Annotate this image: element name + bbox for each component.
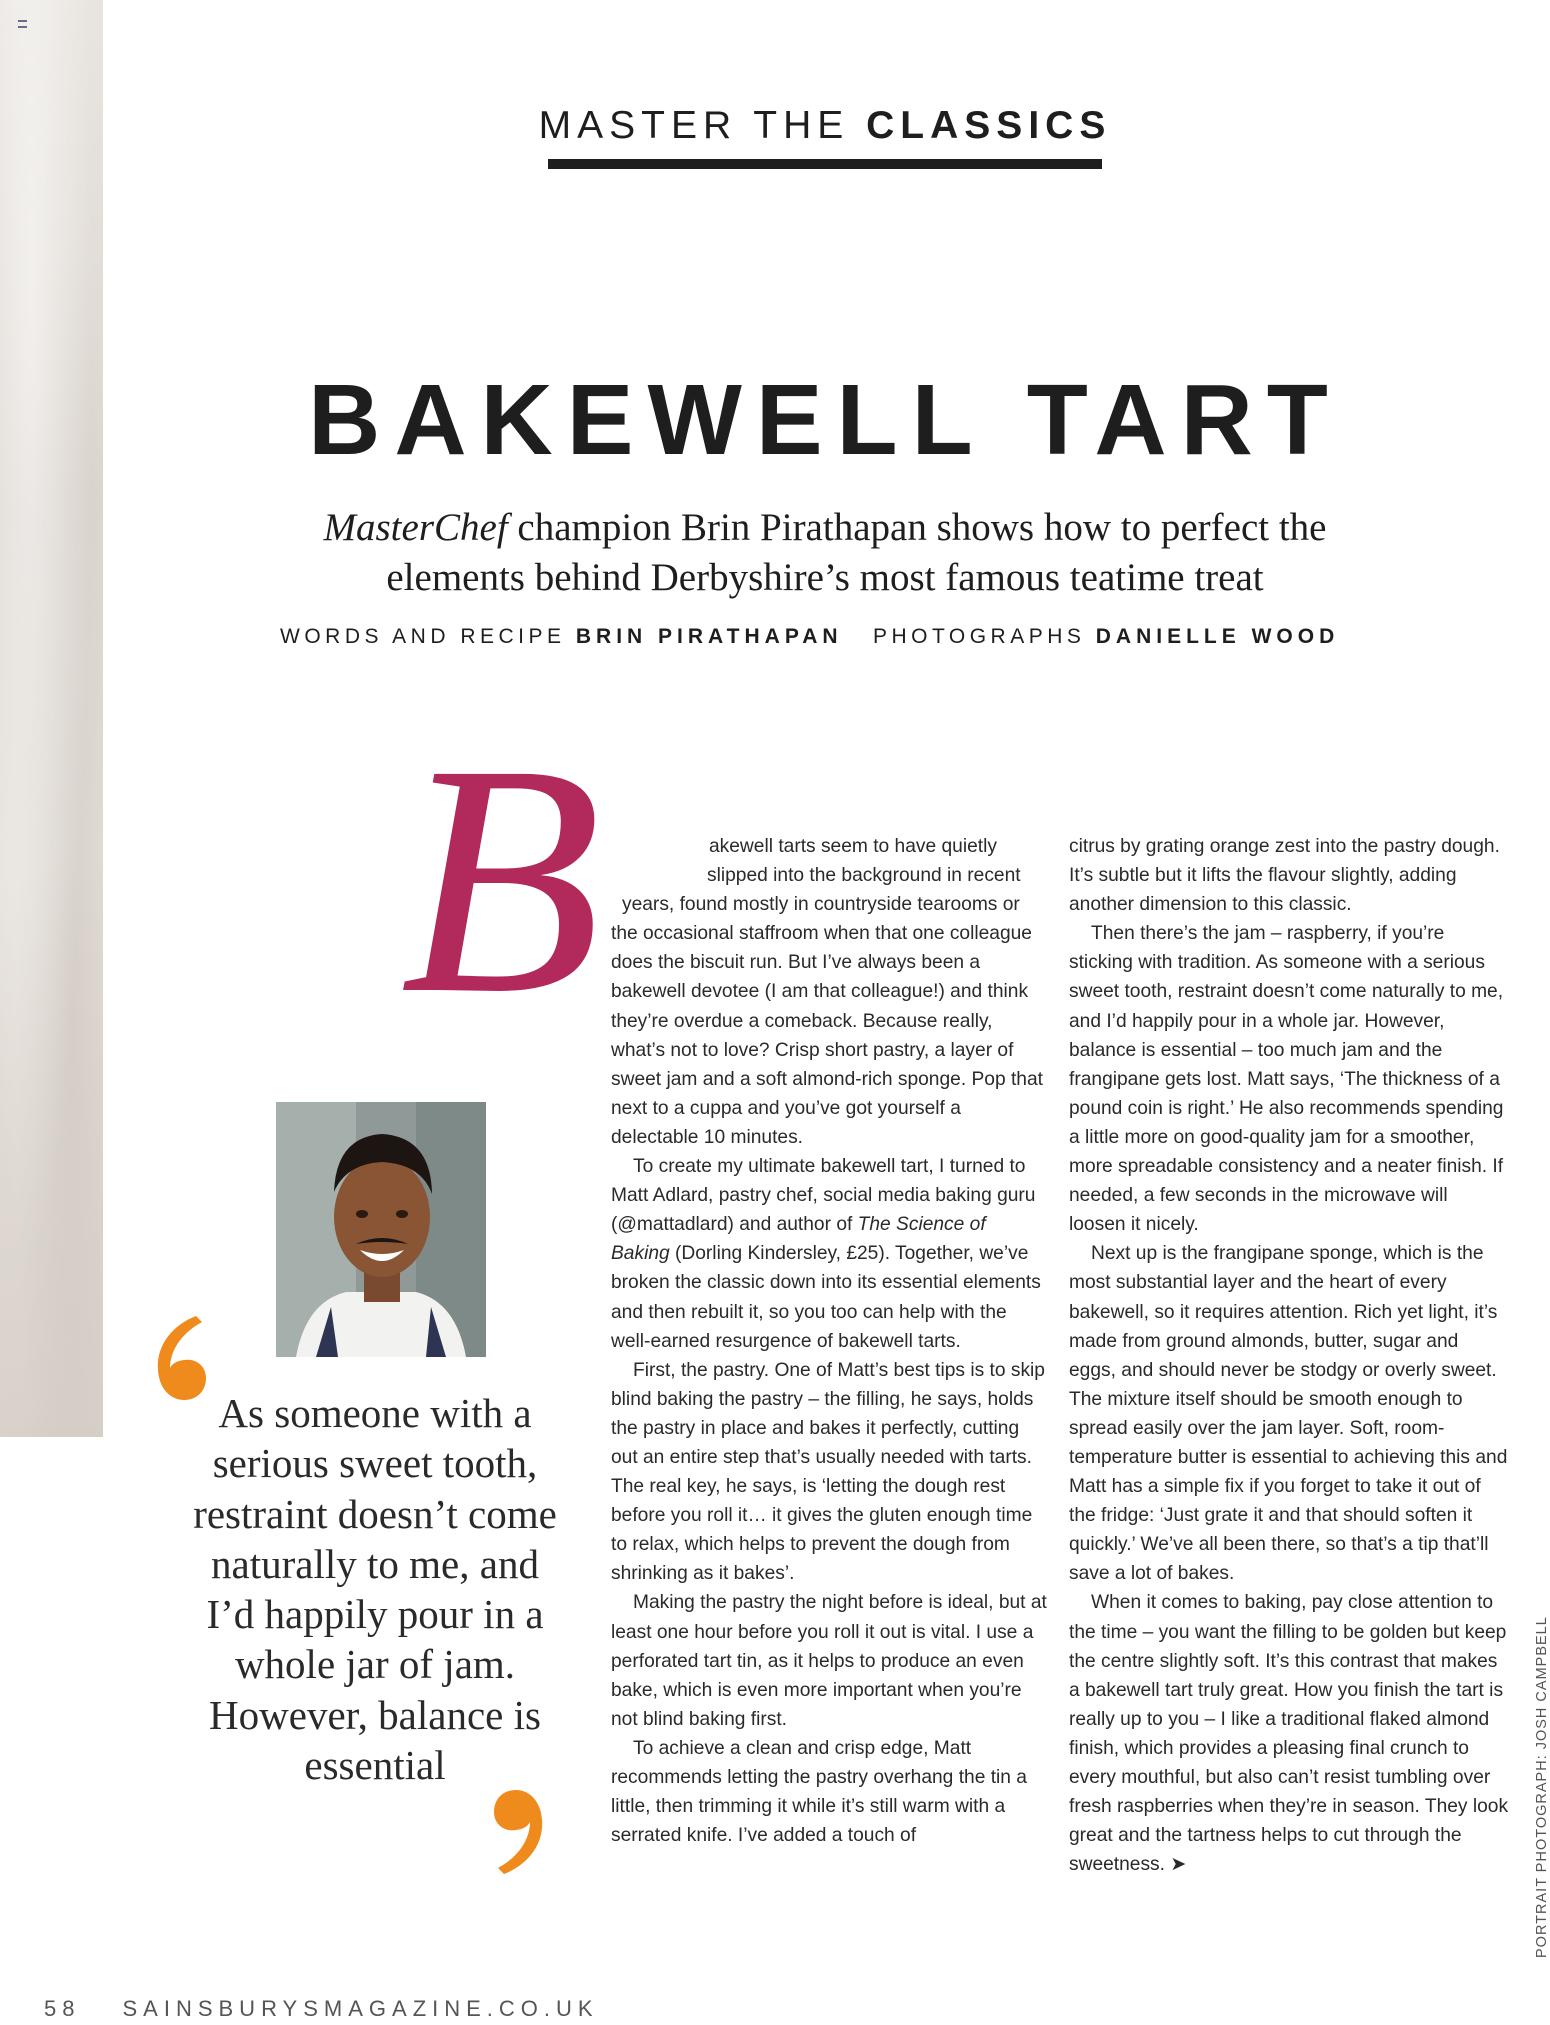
author-portrait bbox=[276, 1102, 486, 1357]
standfirst-line-2: elements behind Derbyshire’s most famous teatime treat bbox=[386, 556, 1264, 599]
section-heading-rule bbox=[548, 159, 1102, 169]
column2-paragraph-2: Then there’s the jam – raspberry, if you’re sticking with tradition. As someone with a serious sweet tooth, restraint doesn’t come naturally to me, and I’d happily pour in a whole jar. However, balance is essential – too much jam and the frangipane gets lost. Matt says, ‘The thickness of a pound coin is right.’ He also recommends spending a little more on good-quality jam for a smoother, more spreadable consistency and a neater finish. If needed, a few seconds in the microwave will loosen it nicely. bbox=[1069, 923, 1504, 1236]
quote-close-icon bbox=[488, 1778, 550, 1878]
section-heading bbox=[0, 104, 1550, 148]
article-standfirst bbox=[0, 503, 1550, 603]
column1-paragraph-1: akewell tarts seem to have quietly slipped into the background in recent years, found mostly in countryside tearooms or the occasional staffroom when that one colleague does the biscuit run. But I’ve always been a bakewell devotee (I am that colleague!) and think they’re overdue a comeback. Because really, what’s not to love? Crisp short pastry, a layer of sweet jam and a soft almond-rich sponge. Pop that next to a cuppa and you’ve got yourself a delectable 10 minutes. bbox=[611, 836, 1043, 1148]
byline-photos-label: PHOTOGRAPHS bbox=[872, 625, 1086, 648]
menu-icon bbox=[18, 20, 27, 28]
standfirst-show-name: MasterChef bbox=[323, 506, 508, 549]
column2-paragraph-4 bbox=[1069, 1588, 1509, 1879]
page-number: 58 bbox=[44, 1996, 81, 2021]
photo-credit: PORTRAIT PHOTOGRAPH: JOSH CAMPBELL bbox=[1534, 1616, 1550, 1958]
byline-words-label: WORDS AND RECIPE bbox=[280, 625, 566, 648]
byline bbox=[280, 625, 1380, 649]
standfirst-line-1: champion Brin Pirathapan shows how to perfect the bbox=[507, 506, 1327, 549]
portrait-image bbox=[276, 1102, 486, 1357]
marble-border-strip bbox=[0, 0, 103, 1437]
byline-photographer: DANIELLE WOOD bbox=[1095, 625, 1340, 648]
column2-paragraph-1: citrus by grating orange zest into the pastry dough. It’s subtle but it lifts the flavour slightly, adding another dimension to this classic. bbox=[1069, 836, 1500, 916]
column1-paragraph-5: To achieve a clean and crisp edge, Matt recommends letting the pastry overhang the tin a little, then trimming it while it’s still warm with a serrated knife. I’ve added a touch of bbox=[611, 1737, 1027, 1847]
page-footer bbox=[44, 1996, 599, 2022]
column1-paragraph-4: Making the pastry the night before is ideal, but at least one hour before you roll it out is vital. I use a perforated tart tin, as it helps to produce an even bake, which is even more important when you’re not blind baking first. bbox=[611, 1592, 1047, 1730]
article-title: BAKEWELL TART bbox=[308, 364, 1342, 476]
column1-paragraph-3: First, the pastry. One of Matt’s best tips is to skip blind baking the pastry – the filling, he says, holds the pastry in place and bakes it perfectly, cutting out an entire step that’s usually needed with tarts. The real key, he says, is ‘letting the dough rest before you roll it… it gives the gluten enough time to relax, which helps to prevent the dough from shrinking as it bakes’. bbox=[611, 1359, 1045, 1585]
column1-paragraph-2-text-a: To create my ultimate bakewell tart, I turned to Matt Adlard, pastry chef, social media baking guru (@mattadlard) and author of bbox=[611, 1156, 1036, 1236]
article-column-1 bbox=[611, 832, 1047, 1850]
pull-quote: As someone with a serious sweet tooth, restraint doesn’t come naturally to me, and I’d happily pour in a whole jar of jam. However, balance is essential bbox=[193, 1390, 557, 1789]
magazine-website: SAINSBURYSMAGAZINE.CO.UK bbox=[122, 1996, 599, 2021]
section-heading-light: MASTER THE bbox=[538, 104, 850, 147]
continue-arrow-icon: ➤ bbox=[1170, 1854, 1187, 1876]
column1-paragraph-2-text-b: (Dorling Kindersley, £25). Together, we’ve broken the classic down into its essential elements and then rebuilt it, so you too can help with the well-earned resurgence of bakewell tarts. bbox=[611, 1243, 1041, 1352]
section-heading-bold: CLASSICS bbox=[866, 104, 1112, 147]
article-column-2 bbox=[1069, 832, 1509, 1879]
book-title: The Science of Baking bbox=[611, 1214, 986, 1265]
drop-cap-glyph: B bbox=[400, 740, 602, 1010]
column2-paragraph-3: Next up is the frangipane sponge, which is the most substantial layer and the heart of every bakewell, so it requires attention. Rich yet light, it’s made from ground almonds, butter, sugar and eggs, and should never be stodgy or overly sweet. The mixture itself should be smooth enough to spread easily over the jam layer. Soft, room-temperature butter is essential to achieving this and Matt has a simple fix if you forget to take it out of the fridge: ‘Just grate it and that should soften it quickly.’ We’ve all been there, so that’s a tip that’ll save a lot of bakes. bbox=[1069, 1243, 1508, 1585]
column1-paragraph-2 bbox=[611, 1152, 1047, 1356]
column2-paragraph-4-text: When it comes to baking, pay close attention to the time – you want the filling to be golden but keep the centre slightly soft. It’s this contrast that makes a bakewell tart truly great. How you finish the tart is really up to you – I like a traditional flaked almond finish, which provides a pleasing final crunch to every mouthful, but also can’t resist tumbling over fresh raspberries when they’re in season. They look great and the tartness helps to cut through the sweetness. bbox=[1069, 1592, 1509, 1876]
byline-author: BRIN PIRATHAPAN bbox=[575, 625, 843, 648]
